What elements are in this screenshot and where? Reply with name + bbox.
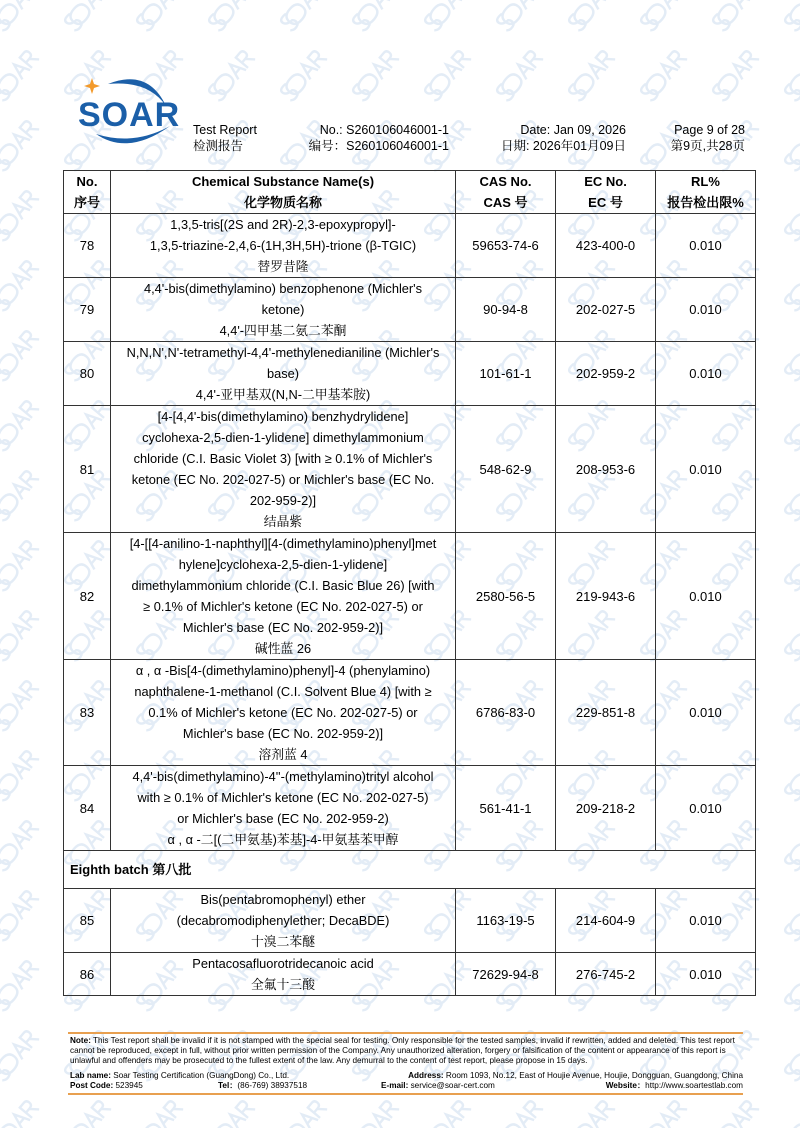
watermark-mark (0, 49, 40, 102)
table-row (64, 214, 756, 278)
footer-rule-bottom (68, 1093, 743, 1095)
row-number: 85 (64, 889, 111, 953)
company-logo (78, 76, 188, 144)
col-no: No. 序号 (64, 171, 111, 214)
watermark-mark (0, 0, 40, 32)
substance-name: N,N,N',N'-tetramethyl-4,4'-methylenedianiline (Michler's base) 4,4'-亚甲基双(N,N-二甲基苯胺) (111, 342, 456, 406)
substance-table (63, 170, 756, 996)
watermark-mark (783, 469, 800, 522)
ec-number: 276-745-2 (556, 953, 656, 996)
watermark-mark (0, 119, 40, 172)
col-ec: EC No. EC 号 (556, 171, 656, 214)
watermark-mark (495, 1099, 544, 1128)
watermark-mark (423, 0, 472, 32)
watermark-mark (135, 0, 184, 32)
footer-contacts: Lab name: Soar Testing Certification (GuangDong) Co., Ltd. Address: Room 1093, No.12, East of Houjie Avenue, Houjie, Dongguan, Guangdong, China Post Code: 523945 Tel：(86-769) 38937518 E-mail: service@soar-cert.com Website：http://www.soartestlab.com (70, 1071, 743, 1090)
table-row (64, 278, 756, 342)
row-number: 83 (64, 660, 111, 766)
table-row (64, 406, 756, 533)
watermark-mark (0, 749, 40, 802)
watermark-mark (711, 1099, 760, 1128)
row-number: 84 (64, 766, 111, 851)
substance-name: 4,4'-bis(dimethylamino) benzophenone (Michler's ketone) 4,4'-四甲基二氨二苯酮 (111, 278, 456, 342)
logo-text: SOAR (78, 96, 181, 134)
watermark-mark (783, 1099, 800, 1128)
watermark-mark (0, 819, 40, 872)
reporting-limit: 0.010 (656, 660, 756, 766)
watermark-mark (783, 749, 800, 802)
page-cn: 第9页,共28页 (670, 139, 745, 153)
watermark-mark (0, 609, 40, 662)
number-cn: 编号：S260106046001-1 (308, 139, 449, 153)
table-row (64, 533, 756, 660)
substance-name: 4,4'-bis(dimethylamino)-4''-(methylamino)trityl alcohol with ≥ 0.1% of Michler's ketone (EC No. 202-027-5) or Michler's base (EC No. 202-959-2) α , α -二[(二甲氨基)苯基]-4-甲氨基苯甲醇 (111, 766, 456, 851)
ec-number: 219-943-6 (556, 533, 656, 660)
watermark-mark (639, 0, 688, 32)
page-number (645, 122, 745, 154)
table-row (64, 342, 756, 406)
reporting-limit: 0.010 (656, 953, 756, 996)
reporting-limit: 0.010 (656, 766, 756, 851)
reporting-limit: 0.010 (656, 889, 756, 953)
row-number: 82 (64, 533, 111, 660)
watermark-mark (351, 49, 400, 102)
table-row (64, 766, 756, 851)
watermark-mark (783, 959, 800, 1012)
date-en: Date: Jan 09, 2026 (520, 123, 626, 137)
table-row (64, 889, 756, 953)
footer-rule-top (68, 1032, 743, 1034)
watermark-mark (279, 0, 328, 32)
ec-number: 202-959-2 (556, 342, 656, 406)
reporting-limit: 0.010 (656, 406, 756, 533)
cas-number: 6786-83-0 (456, 660, 556, 766)
title-en: Test Report (193, 123, 257, 137)
cas-number: 59653-74-6 (456, 214, 556, 278)
report-date (476, 122, 626, 154)
watermark-mark (0, 1099, 40, 1128)
reporting-limit: 0.010 (656, 214, 756, 278)
watermark-mark (423, 1099, 472, 1128)
report-title (193, 122, 257, 154)
ec-number: 214-604-9 (556, 889, 656, 953)
table-row (64, 953, 756, 996)
table-header (64, 171, 756, 214)
watermark-mark (783, 189, 800, 242)
reporting-limit: 0.010 (656, 533, 756, 660)
reporting-limit: 0.010 (656, 278, 756, 342)
reporting-limit: 0.010 (656, 342, 756, 406)
number-en: No.: S260106046001-1 (319, 123, 449, 137)
watermark-mark (63, 0, 112, 32)
table-row (64, 660, 756, 766)
ec-number: 229-851-8 (556, 660, 656, 766)
watermark-mark (783, 1029, 800, 1082)
watermark-mark (0, 329, 40, 382)
ec-number: 209-218-2 (556, 766, 656, 851)
substance-name: Bis(pentabromophenyl) ether (decabromodiphenylether; DecaBDE) 十溴二苯醚 (111, 889, 456, 953)
substance-name: α , α -Bis[4-(dimethylamino)phenyl]-4 (phenylamino) naphthalene-1-methanol (C.I. Solvent Blue 4) [with ≥ 0.1% of Michler's ketone (EC No. 202-027-5) or Michler's base (EC No. 202-959-2)] 溶剂蓝 4 (111, 660, 456, 766)
watermark-mark (207, 49, 256, 102)
watermark-mark (711, 0, 760, 32)
watermark-mark (351, 1099, 400, 1128)
watermark-mark (0, 889, 40, 942)
watermark-mark (495, 0, 544, 32)
substance-name: Pentacosafluorotridecanoic acid 全氟十三酸 (111, 953, 456, 996)
batch-row (64, 851, 756, 889)
watermark-mark (783, 329, 800, 382)
report-number (300, 122, 449, 154)
cas-number: 1163-19-5 (456, 889, 556, 953)
watermark-mark (0, 959, 40, 1012)
page-en: Page 9 of 28 (674, 123, 745, 137)
cas-number: 101-61-1 (456, 342, 556, 406)
watermark-mark (207, 1099, 256, 1128)
watermark-mark (567, 1099, 616, 1128)
watermark-mark (0, 539, 40, 592)
watermark-mark (0, 399, 40, 452)
watermark-mark (639, 1099, 688, 1128)
row-number: 86 (64, 953, 111, 996)
date-cn: 日期: 2026年01月09日 (500, 139, 626, 153)
footer-note: Note: This Test report shall be invalid if it is not stamped with the special seal for testing. Only responsible for the tested samples, invalid if rewritten, added and deleted. This test report cannot be reproduced, except in full, without prior written permission of the Company. Any unauthorized alteration, forgery or falsification of the content or appearance of this report is unlawful and offenders may be prosecuted to the fullest extent of the law. Any demurral to the content of test report, please propose in 15 days. (70, 1036, 735, 1065)
cas-number: 90-94-8 (456, 278, 556, 342)
row-number: 81 (64, 406, 111, 533)
substance-name: [4-[[4-anilino-1-naphthyl][4-(dimethylamino)phenyl]met hylene]cyclohexa-2,5-dien-1-ylidene] dimethylammonium chloride (C.I. Basic Blue 26) [with ≥ 0.1% of Michler's ketone (EC No. 202-027-5) or Michler's base (EC No. 202-959-2)] 碱性蓝 26 (111, 533, 456, 660)
watermark-mark (0, 189, 40, 242)
ec-number: 423-400-0 (556, 214, 656, 278)
ec-number: 202-027-5 (556, 278, 656, 342)
watermark-mark (0, 1029, 40, 1082)
col-name: Chemical Substance Name(s) 化学物质名称 (111, 171, 456, 214)
watermark-mark (63, 1099, 112, 1128)
ec-number: 208-953-6 (556, 406, 656, 533)
title-cn: 检测报告 (193, 139, 244, 153)
watermark-mark (0, 259, 40, 312)
watermark-mark (0, 469, 40, 522)
cas-number: 548-62-9 (456, 406, 556, 533)
watermark-mark (207, 0, 256, 32)
watermark-mark (135, 1099, 184, 1128)
watermark-mark (711, 49, 760, 102)
watermark-mark (567, 49, 616, 102)
watermark-mark (783, 259, 800, 312)
watermark-mark (783, 49, 800, 102)
watermark-mark (423, 49, 472, 102)
cas-number: 2580-56-5 (456, 533, 556, 660)
substance-name: 1,3,5-tris[(2S and 2R)-2,3-epoxypropyl]- 1,3,5-triazine-2,4,6-(1H,3H,5H)-trione (β-TGIC) 替罗昔隆 (111, 214, 456, 278)
col-rl: RL% 报告检出限% (656, 171, 756, 214)
batch-label: Eighth batch 第八批 (64, 851, 756, 889)
watermark-mark (567, 0, 616, 32)
watermark-mark (783, 679, 800, 732)
watermark-mark (279, 1099, 328, 1128)
watermark-mark (495, 49, 544, 102)
row-number: 78 (64, 214, 111, 278)
watermark-mark (783, 0, 800, 32)
watermark-mark (783, 889, 800, 942)
watermark-mark (783, 399, 800, 452)
watermark-mark (279, 49, 328, 102)
watermark-mark (351, 0, 400, 32)
cas-number: 561-41-1 (456, 766, 556, 851)
row-number: 80 (64, 342, 111, 406)
row-number: 79 (64, 278, 111, 342)
col-cas: CAS No. CAS 号 (456, 171, 556, 214)
watermark-mark (0, 679, 40, 732)
watermark-mark (783, 539, 800, 592)
substance-name: [4-[4,4'-bis(dimethylamino) benzhydrylidene] cyclohexa-2,5-dien-1-ylidene] dimethylammonium chloride (C.I. Basic Violet 3) [with ≥ 0.1% of Michler's ketone (EC No. 202-027-5) or Michler's base (EC No. 202-959-2)] 结晶紫 (111, 406, 456, 533)
watermark-mark (783, 609, 800, 662)
watermark-mark (783, 819, 800, 872)
watermark-mark (639, 49, 688, 102)
cas-number: 72629-94-8 (456, 953, 556, 996)
watermark-mark (783, 119, 800, 172)
